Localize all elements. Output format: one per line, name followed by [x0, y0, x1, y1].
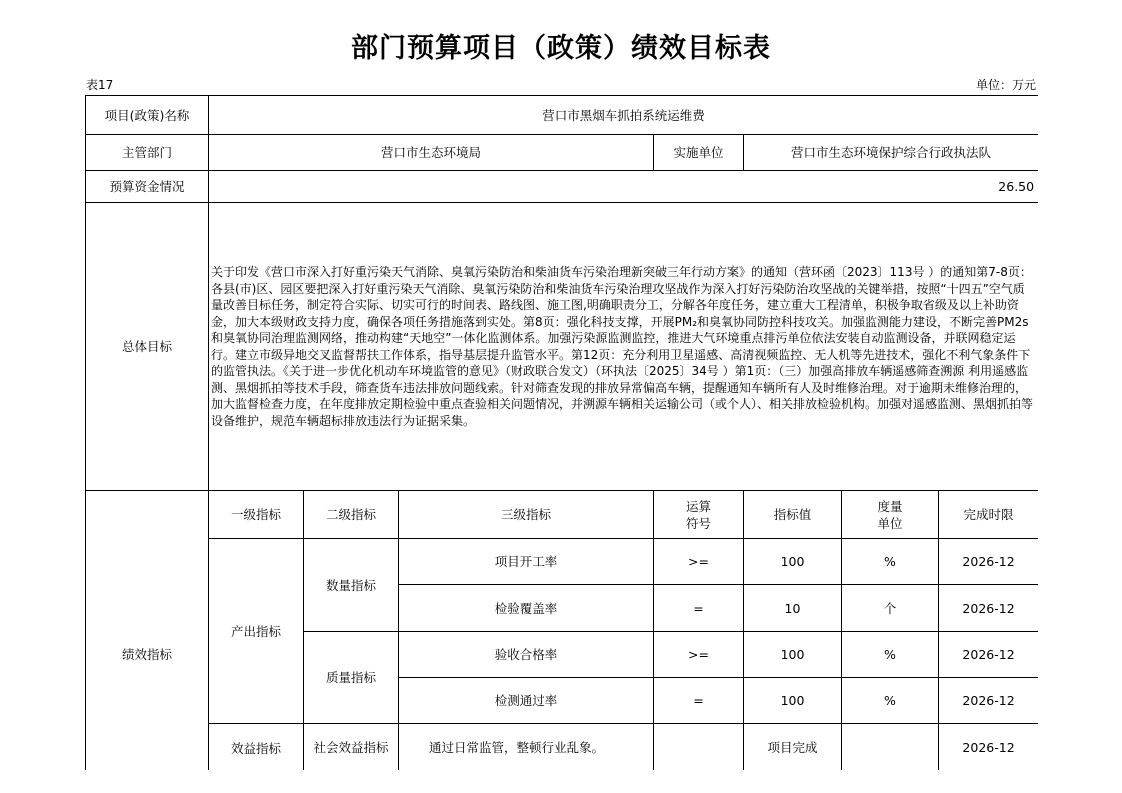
indicator-deadline: 2026-12: [939, 678, 1039, 724]
header-value: 指标值: [744, 491, 842, 539]
goal-text: 关于印发《营口市深入打好重污染天气消除、臭氧污染防治和柴油货车污染治理新突破三年行动方案》的通知（营环函〔2023〕113号 ）的通知第7-8页：各县(市)区、园区要把深入打好重污染天气消除、臭氧污染防治和柴油货车污染治理攻坚战作为深入打好污染防治攻坚战的关键举措，按照“十四五”空气质量改善目标任务，制定符合实际、切实可行的时间表、路线图、施工图,明确职责分工，分解各年度任务，建立重大工程清单，积极争取省级及以上补助资金，加大本级财政支持力度，确保各项任务措施落到实处。第8页：强化科技支撑，开展PM₂和臭氧协同防控科技攻关。加强监测能力建设，不断完善PM2s和臭氧协同治理监测网络，推动构建“天地空”一体化监测体系。加强污染源监测监控，推进大气环境重点排污单位依法安装自动监测设备，并联网稳定运行。建立市级异地交叉监督帮扶工作体系，指导基层提升监管水平。第12页：充分利用卫星遥感、高清视频监控、无人机等先进技术，强化不利气象条件下的监管执法。《关于进一步优化机动车环境监管的意见》（财政联合发文）（环执法〔2025〕34号 ）第1页：（三）加强高排放车辆遥感筛查溯源 利用遥感监测、黑烟抓拍等技术手段，筛查货车违法排放问题线索。针对筛查发现的排放异常偏高车辆，提醒通知车辆所有人及时维修治理。对于逾期未维修治理的，加大监督检查力度，在年度排放定期检验中重点查验相关问题情况，并溯源车辆相关运输公司（或个人）、相关排放检验机构。加强对遥感监测、黑烟抓拍等设备维护，规范车辆超标排放违法行为证据采集。: [209, 203, 1039, 491]
indicator-value: 10: [744, 585, 842, 632]
impl-label: 实施单位: [654, 135, 744, 171]
header-unit: 度量 单位: [842, 491, 939, 539]
indicator-unit: %: [842, 678, 939, 724]
indicator-op: >=: [654, 539, 744, 585]
performance-table: [85, 95, 1038, 770]
indicator-deadline: 2026-12: [939, 632, 1039, 678]
level2-quality: 质量指标: [304, 632, 399, 724]
page-title: 部门预算项目（政策）绩效目标表: [351, 33, 771, 64]
dept-label: 主管部门: [86, 135, 209, 171]
dept-value: 营口市生态环境局: [209, 135, 654, 171]
header-level3: 三级指标: [399, 491, 654, 539]
indicator-value: 项目完成: [744, 724, 842, 771]
indicator-name: 检测通过率: [399, 678, 654, 724]
header-op: 运算 符号: [654, 491, 744, 539]
indicator-deadline: 2026-12: [939, 585, 1039, 632]
indicator-op: =: [654, 678, 744, 724]
indicator-unit: 个: [842, 585, 939, 632]
table-number: 表17: [86, 78, 114, 92]
goal-label: 总体目标: [86, 203, 209, 491]
impl-value: 营口市生态环境保护综合行政执法队: [744, 135, 1039, 171]
project-name-label: 项目(政策)名称: [86, 96, 209, 135]
indicator-op: =: [654, 585, 744, 632]
budget-value: 26.50: [209, 171, 1039, 203]
indicator-deadline: 2026-12: [939, 539, 1039, 585]
budget-label: 预算资金情况: [86, 171, 209, 203]
indicator-value: 100: [744, 632, 842, 678]
project-name: 营口市黑烟车抓拍系统运维费: [209, 96, 1039, 135]
header-level1: 一级指标: [209, 491, 304, 539]
level2-social: 社会效益指标: [304, 724, 399, 771]
indicator-name: 检验覆盖率: [399, 585, 654, 632]
indicator-unit: [842, 724, 939, 771]
unit-label: 单位：万元: [975, 78, 1036, 92]
header-deadline: 完成时限: [939, 491, 1039, 539]
indicator-name: 项目开工率: [399, 539, 654, 585]
indicator-deadline: 2026-12: [939, 724, 1039, 771]
perf-label: 绩效指标: [86, 491, 209, 771]
header-level2: 二级指标: [304, 491, 399, 539]
indicator-name: 通过日常监管，整顿行业乱象。: [399, 724, 654, 771]
indicator-value: 100: [744, 539, 842, 585]
indicator-unit: %: [842, 539, 939, 585]
indicator-value: 100: [744, 678, 842, 724]
level1-output: 产出指标: [209, 539, 304, 724]
indicator-op: [654, 724, 744, 771]
level1-benefit: 效益指标: [209, 724, 304, 771]
indicator-unit: %: [842, 632, 939, 678]
indicator-op: >=: [654, 632, 744, 678]
indicator-name: 验收合格率: [399, 632, 654, 678]
level2-quantity: 数量指标: [304, 539, 399, 632]
